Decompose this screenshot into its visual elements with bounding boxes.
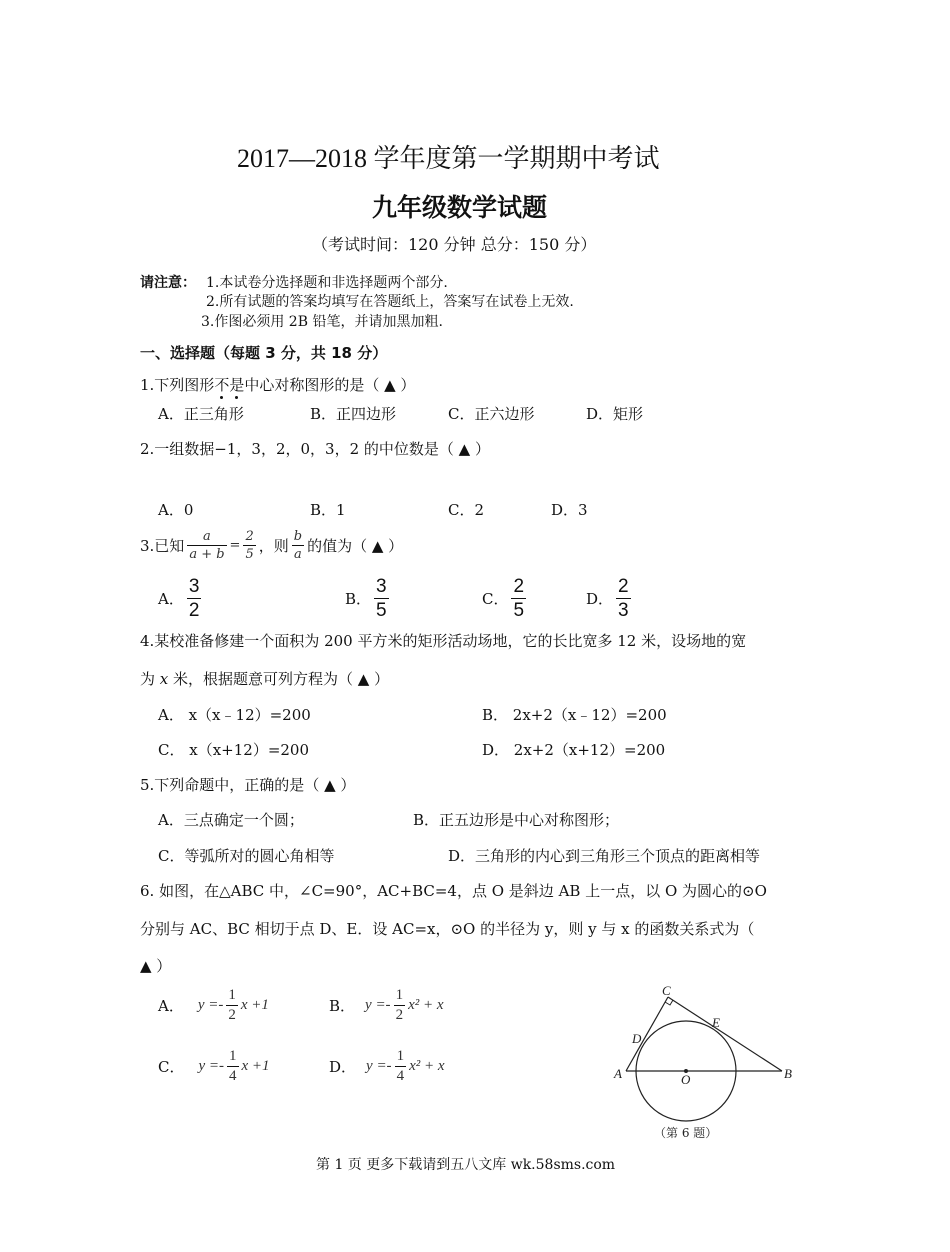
q4-line2-pre: 为 [140, 670, 160, 688]
q3-mid: ，则 [258, 537, 289, 555]
denominator: 3 [618, 600, 629, 621]
q1-pre: 1.下列图形 [140, 376, 215, 394]
option-label: C． [158, 1058, 185, 1076]
q1-option-d: D．矩形 [586, 405, 644, 423]
fraction [227, 1049, 239, 1084]
question-4-line2 [140, 668, 389, 689]
question-2-stem: 2.一组数据−1，3，2，0，3，2 的中位数是（ ▲ ） [140, 440, 490, 458]
q4-option-b: B． 2x+2（x﹣12）=200 [482, 706, 667, 724]
numerator: 1 [396, 1048, 405, 1064]
question-6-line3: ▲ ） [140, 957, 172, 975]
q2-option-c: C．2 [448, 501, 485, 519]
segment-bc [668, 997, 782, 1071]
label-a: A [614, 1066, 622, 1081]
option-label: B． [345, 590, 372, 608]
option-label: C． [482, 590, 509, 608]
notice-label: 请注意： [140, 275, 196, 291]
q3-post: 的值为（ ▲ ） [307, 537, 404, 555]
formula-lhs: y =- [197, 997, 224, 1013]
numerator: b [293, 529, 303, 544]
fraction [395, 1049, 407, 1084]
numerator: 3 [188, 576, 200, 597]
denominator: 5 [513, 600, 525, 621]
q2-option-d: D．3 [551, 501, 588, 519]
exam-title: 2017—2018 学年度第一学期期中考试 [237, 144, 660, 173]
formula-lhs: y =- [365, 997, 391, 1013]
denominator: 5 [376, 600, 387, 621]
label-c: C [662, 985, 671, 998]
fraction [292, 530, 304, 561]
denominator: 5 [245, 547, 254, 562]
q4-option-c: C． x（x+12）=200 [158, 741, 310, 759]
q3-pre: 3.已知 [140, 537, 185, 555]
notice-item: 2.所有试题的答案均填写在答题纸上，答案写在试卷上无效. [206, 294, 574, 310]
emphasis-dot-char: 不 [214, 376, 230, 394]
q6-option-b [329, 988, 444, 1023]
q5-option-c: C．等弧所对的圆心角相等 [158, 847, 335, 865]
question-4-line1: 4.某校准备修建一个面积为 200 平方米的矩形活动场地，它的长比宽多 12 米，设场地的宽 [140, 632, 747, 650]
q4-line2-post: 米，根据题意可列方程为（ ▲ ） [168, 670, 390, 688]
variable-x: x [159, 670, 169, 688]
q3-option-b [345, 577, 392, 620]
q6-option-d [329, 1049, 445, 1084]
question-6-line2: 分别与 AC、BC 相切于点 D、E．设 AC=x，⊙O 的半径为 y，则 y 与 x 的函数关系式为（ [140, 920, 755, 938]
q3-option-d [586, 577, 634, 620]
numerator: 1 [228, 987, 236, 1003]
q1-option-a: A．正三角形 [158, 405, 244, 423]
q1-option-b: B．正四边形 [310, 405, 397, 423]
question-3-stem [140, 530, 403, 561]
option-label: D． [586, 590, 614, 608]
q5-option-d: D．三角形的内心到三角形三个顶点的距离相等 [448, 847, 761, 865]
option-label: B． [329, 997, 356, 1015]
formula-rhs: x² + x [408, 997, 444, 1013]
label-o: O [681, 1072, 691, 1087]
option-label: D． [329, 1058, 357, 1076]
q2-option-a: A．0 [158, 501, 194, 519]
page-footer: 第 1 页 更多下载请到五八文库 wk.58sms.com [316, 1157, 616, 1173]
paper-subtitle: 九年级数学试题 [372, 193, 548, 222]
q5-option-b: B．正五边形是中心对称图形； [413, 811, 620, 829]
q3-option-a [158, 577, 204, 620]
fraction [226, 988, 238, 1023]
numerator: a [203, 529, 211, 544]
label-e: E [712, 1015, 720, 1030]
q4-option-a: A． x（x﹣12）=200 [158, 706, 311, 724]
option-label: A． [158, 590, 184, 608]
label-d: D [632, 1031, 642, 1046]
exam-info: （考试时间：120 分钟 总分：150 分） [312, 235, 597, 254]
q2-option-b: B．1 [310, 501, 346, 519]
q1-post: 中心对称图形的是（ ▲ ） [244, 376, 416, 394]
equals-sign: = [229, 538, 241, 553]
fraction [243, 530, 255, 561]
denominator: 2 [395, 1007, 404, 1023]
denominator: a [294, 547, 302, 562]
formula-rhs: x² + x [409, 1058, 445, 1074]
fraction [374, 577, 389, 620]
formula-rhs: x +1 [241, 1058, 270, 1074]
numerator: 2 [245, 529, 254, 544]
fraction [394, 988, 406, 1023]
fraction [187, 577, 202, 620]
numerator: 2 [618, 576, 629, 597]
option-label: A． [158, 997, 184, 1015]
denominator: 4 [229, 1068, 237, 1084]
emphasis-dot-char: 是 [229, 376, 245, 394]
denominator: 2 [228, 1007, 236, 1023]
q6-option-c [158, 1049, 270, 1084]
fraction [187, 530, 226, 561]
fraction [511, 577, 526, 620]
question-1-stem [140, 374, 415, 395]
question-5-stem: 5.下列命题中，正确的是（ ▲ ） [140, 776, 356, 794]
denominator: 2 [188, 600, 200, 621]
numerator: 1 [395, 987, 404, 1003]
geometry-figure [600, 985, 820, 1145]
triangle-circle-diagram [600, 985, 820, 1145]
q3-option-c [482, 577, 529, 620]
denominator: a + b [189, 547, 225, 562]
figure-caption: （第 6 题） [654, 1126, 718, 1140]
q5-option-a: A．三点确定一个圆； [158, 811, 304, 829]
section-heading: 一、选择题（每题 3 分，共 18 分） [140, 344, 388, 362]
formula-lhs: y =- [366, 1058, 392, 1074]
numerator: 3 [376, 576, 387, 597]
formula-rhs: x +1 [240, 997, 269, 1013]
numerator: 2 [513, 576, 525, 597]
notice-item: 1.本试卷分选择题和非选择题两个部分. [206, 275, 448, 291]
formula-lhs: y =- [198, 1058, 225, 1074]
q1-option-c: C．正六边形 [448, 405, 535, 423]
fraction [616, 577, 631, 620]
notice-item: 3.作图必须用 2B 铅笔，并请加黑加粗. [201, 314, 443, 330]
q4-option-d: D． 2x+2（x+12）=200 [482, 741, 666, 759]
denominator: 4 [396, 1068, 405, 1084]
q6-option-a [158, 988, 269, 1023]
label-b: B [784, 1066, 792, 1081]
numerator: 1 [229, 1048, 237, 1064]
question-6-line1: 6. 如图，在△ABC 中，∠C=90°，AC+BC=4，点 O 是斜边 AB 上一点，以 O 为圆心的⊙O [140, 882, 767, 900]
